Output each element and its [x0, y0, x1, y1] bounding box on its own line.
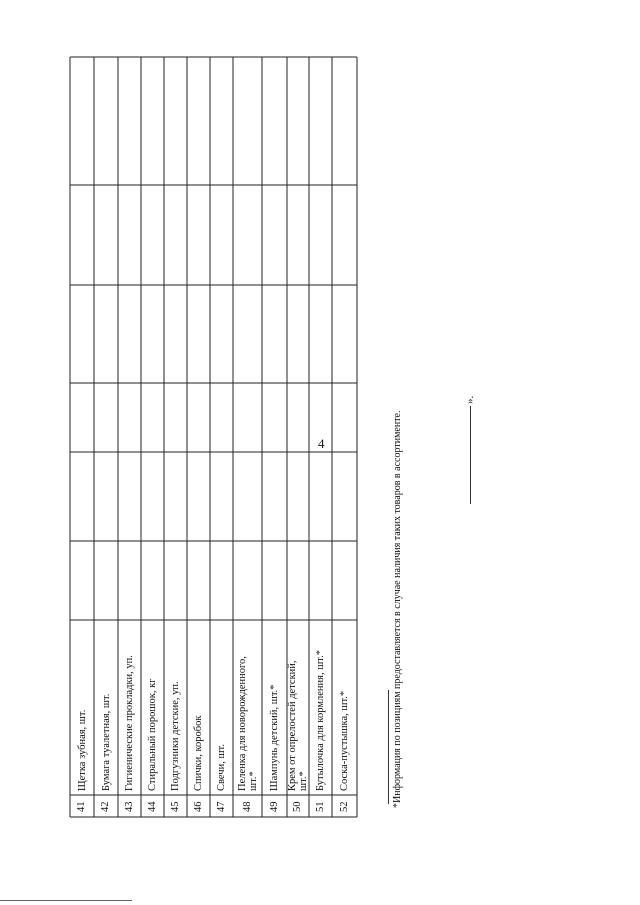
- row-number: 49: [268, 801, 280, 812]
- item-name: шт.*: [247, 771, 259, 791]
- item-name: Бумага туалетная, шт.: [100, 693, 112, 791]
- row-number: 41: [76, 801, 87, 812]
- row-number: 50: [292, 801, 303, 812]
- row-number: 46: [192, 801, 204, 812]
- item-name: Пеленка для новорожденного,: [236, 656, 248, 791]
- footnote: *Информация по позициям предоставляется в случае наличия таких товаров в ассортименте.: [392, 410, 403, 808]
- row-number: 47: [215, 801, 227, 812]
- item-name: Стиральный порошок, кг: [147, 678, 158, 791]
- item-name: шт.*: [298, 771, 309, 791]
- item-name: Соска-пустышка, шт.*: [339, 690, 350, 791]
- bottom-rule: [0, 900, 132, 901]
- closing-mark: ».: [464, 395, 476, 404]
- row-number: 52: [338, 801, 350, 812]
- item-name: Шампунь детский, шт.*: [269, 684, 280, 791]
- row-number: 45: [169, 801, 181, 812]
- row-number: 43: [123, 801, 135, 812]
- row-number: 51: [314, 801, 326, 812]
- row-number: 42: [100, 801, 111, 812]
- footnote-rule: [388, 690, 389, 804]
- signature-line: [470, 406, 471, 504]
- row-number: 48: [241, 801, 253, 812]
- item-name: Подгузники детские, уп.: [170, 681, 181, 791]
- row-number: 44: [146, 801, 158, 812]
- item-name: Крем от опрелостей детский,: [287, 660, 298, 791]
- item-name: Спички, коробок: [193, 715, 204, 791]
- item-name: Гигиенические прокладки, уп.: [124, 655, 135, 791]
- page-number: 4: [318, 436, 325, 451]
- item-name: Бутылочка для кормления, шт.*: [315, 650, 326, 791]
- item-name: Щетка зубная, шт.: [76, 709, 88, 791]
- item-name: Свечи, шт.: [216, 744, 227, 791]
